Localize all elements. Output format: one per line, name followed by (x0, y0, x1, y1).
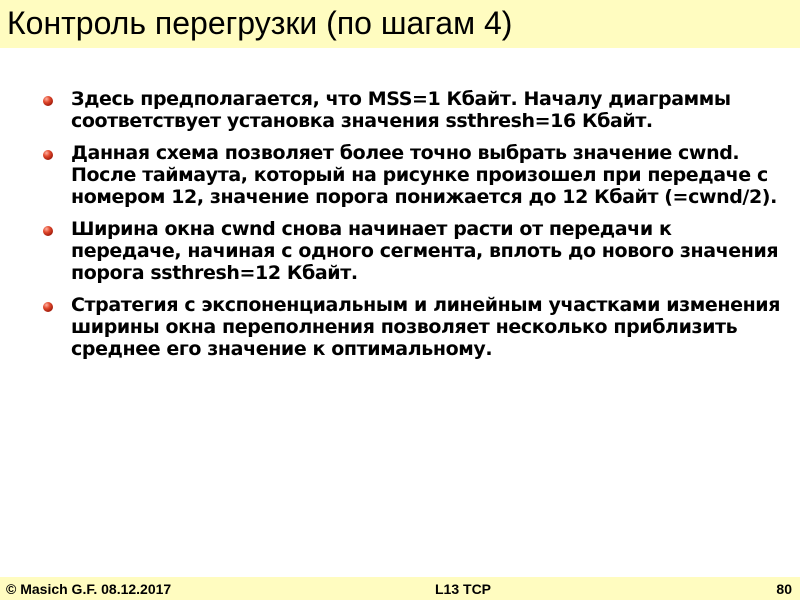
footer-lecture-label: L13 TCP (435, 581, 492, 597)
bullet-item (40, 218, 780, 284)
bullet-item (40, 294, 780, 360)
red-sphere-bullet-icon (43, 150, 53, 160)
footer-copyright: © Masich G.F. 08.12.2017 (6, 581, 172, 597)
title-bar (0, 0, 800, 48)
footer-bar (0, 577, 800, 600)
bullet-item (40, 88, 780, 132)
bullet-text: Здесь предполагается, что MSS=1 Кбайт. Началу диаграммы соответствует установка значения ssthresh=16 Кбайт. (71, 88, 731, 132)
bullet-text: Данная схема позволяет более точно выбрать значение cwnd. После таймаута, который на рисунке произошел при передаче с номером 12, значение порога понижается до 12 Кбайт (=cwnd/2). (71, 142, 777, 208)
red-sphere-bullet-icon (43, 302, 53, 312)
bullet-text: Стратегия с экспоненциальным и линейным участками изменения ширины окна переполнения позволяет несколько приблизить среднее его значение к оптимальному. (71, 294, 781, 360)
red-sphere-bullet-icon (43, 226, 53, 236)
bullet-item (40, 142, 780, 208)
bullet-text: Ширина окна cwnd снова начинает расти от передачи к передаче, начиная с одного сегмента, вплоть до нового значения порога ssthresh=12 Кбайт. (71, 218, 779, 284)
red-sphere-bullet-icon (43, 96, 53, 106)
bullet-list (40, 88, 780, 370)
slide-title: Контроль перегрузки (по шагам 4) (7, 5, 513, 41)
footer-page-number: 80 (776, 581, 792, 597)
